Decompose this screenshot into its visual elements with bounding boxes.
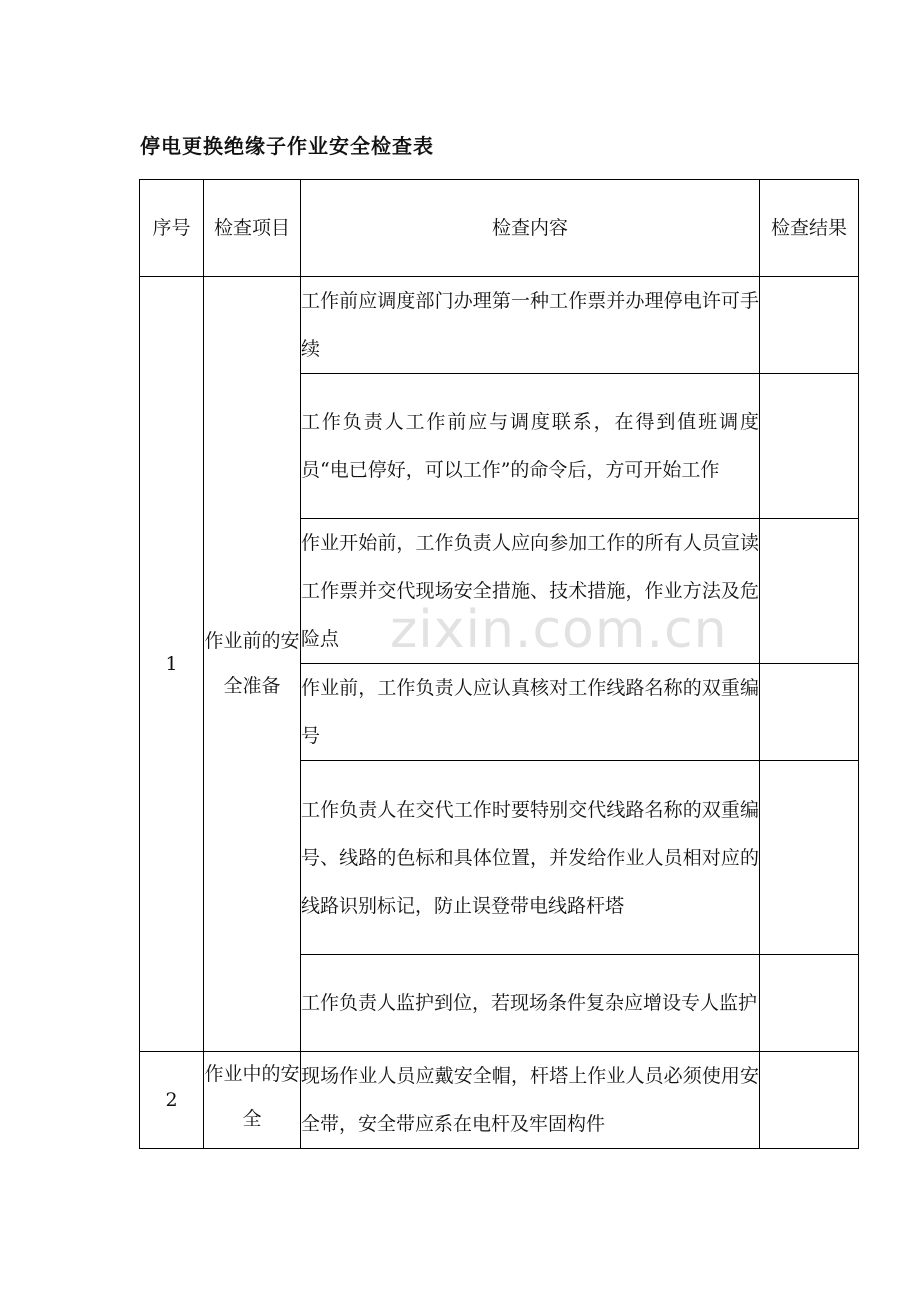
check-result[interactable] xyxy=(760,761,859,955)
watermark: zixin.com.cn xyxy=(390,600,728,660)
table-row xyxy=(140,277,859,374)
table-row xyxy=(140,1052,859,1149)
check-result[interactable] xyxy=(760,664,859,761)
group-1-item: 作业前的安全准备 xyxy=(204,277,301,1052)
header-item: 检查项目 xyxy=(204,180,301,277)
safety-check-table xyxy=(139,179,859,1149)
check-result[interactable] xyxy=(760,1052,859,1149)
check-content: 现场作业人员应戴安全帽，杆塔上作业人员必须使用安全带，安全带应系在电杆及牢固构件 xyxy=(301,1052,760,1149)
group-2-no: 2 xyxy=(140,1052,204,1149)
header-no: 序号 xyxy=(140,180,204,277)
check-content: 作业开始前，工作负责人应向参加工作的所有人员宣读工作票并交代现场安全措施、技术措施，作业方法及危险点 xyxy=(301,519,760,664)
check-result[interactable] xyxy=(760,374,859,519)
header-content: 检查内容 xyxy=(301,180,760,277)
check-content: 作业前，工作负责人应认真核对工作线路名称的双重编号 xyxy=(301,664,760,761)
check-content: 工作负责人在交代工作时要特别交代线路名称的双重编号、线路的色标和具体位置，并发给作业人员相对应的线路识别标记，防止误登带电线路杆塔 xyxy=(301,761,760,955)
group-1-no: 1 xyxy=(140,277,204,1052)
check-result[interactable] xyxy=(760,519,859,664)
check-content: 工作负责人监护到位，若现场条件复杂应增设专人监护 xyxy=(301,955,760,1052)
table-header-row xyxy=(140,180,859,277)
check-result[interactable] xyxy=(760,277,859,374)
document-title: 停电更换绝缘子作业安全检查表 xyxy=(140,134,434,158)
check-content: 工作负责人工作前应与调度联系，在得到值班调度员“电已停好，可以工作”的命令后，方可开始工作 xyxy=(301,374,760,519)
check-result[interactable] xyxy=(760,955,859,1052)
check-content: 工作前应调度部门办理第一种工作票并办理停电许可手续 xyxy=(301,277,760,374)
header-result: 检查结果 xyxy=(760,180,859,277)
group-2-item: 作业中的安全 xyxy=(204,1052,301,1149)
